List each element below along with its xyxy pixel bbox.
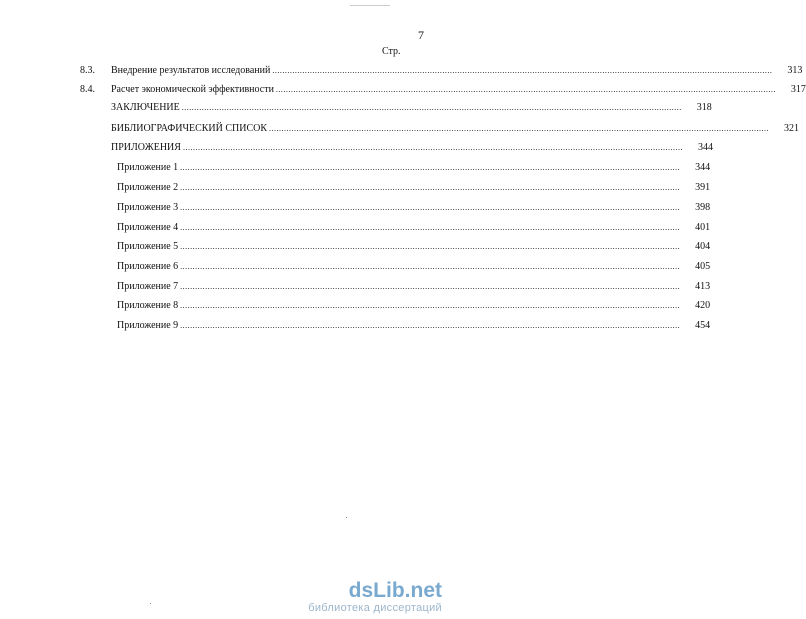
dot-leader: ........................................................................................................................................................................................................ — [181, 103, 682, 112]
toc-entry-title: Приложение 2 — [117, 182, 179, 193]
toc-entry-page: 398 — [695, 202, 711, 213]
dot-leader: ........................................................................................................................................................................................................ — [180, 301, 681, 310]
toc-entry-title: Приложение 5 — [117, 241, 179, 252]
watermark — [308, 580, 442, 614]
toc-entry-title: БИБЛИОГРАФИЧЕСКИЙ СПИСОК — [111, 123, 268, 134]
toc-entry-appendix-5[interactable] — [117, 241, 711, 255]
toc-entry-page: 321 — [784, 123, 800, 134]
toc-entry-page: 413 — [695, 281, 711, 292]
dot-leader: ........................................................................................................................................................................................................ — [180, 242, 681, 251]
toc-entry-title: Приложение 1 — [117, 162, 179, 173]
toc-entry-title: Приложение 6 — [117, 261, 179, 272]
dot-leader: ........................................................................................................................................................................................................ — [180, 282, 681, 291]
toc-entry-appendix-6[interactable] — [117, 261, 711, 275]
page-column-header: Стр. — [382, 46, 401, 57]
toc-entry-appendix-4[interactable] — [117, 222, 711, 236]
toc-entry-title: Приложение 8 — [117, 300, 179, 311]
dot-leader: ........................................................................................................................................................................................................ — [180, 163, 681, 172]
toc-entry-appendix-3[interactable] — [117, 202, 711, 216]
toc-entry-page: 318 — [696, 102, 712, 113]
toc-entry-appendix-9[interactable] — [117, 320, 711, 334]
dot-leader: ........................................................................................................................................................................................................ — [275, 85, 776, 94]
dot-leader: ........................................................................................................................................................................................................ — [180, 203, 681, 212]
toc-entry-title: Приложение 4 — [117, 222, 179, 233]
toc-entry-conclusion[interactable] — [111, 102, 712, 116]
dot-leader: ........................................................................................................................................................................................................ — [180, 262, 681, 271]
dot-leader: ........................................................................................................................................................................................................ — [180, 321, 681, 330]
toc-entry-title: Приложение 9 — [117, 320, 179, 331]
toc-entry-title: Внедрение результатов исследований — [111, 65, 271, 76]
toc-entry-appendix-7[interactable] — [117, 281, 711, 295]
dot-leader: ........................................................................................................................................................................................................ — [180, 223, 681, 232]
toc-entry-bibliography[interactable] — [111, 123, 800, 137]
dot-leader: ........................................................................................................................................................................................................ — [180, 183, 681, 192]
dot-leader: ........................................................................................................................................................................................................ — [272, 66, 773, 75]
toc-entry-title: Расчет экономической эффективности — [111, 84, 274, 95]
page-number: 7 — [418, 28, 424, 42]
toc-entry-page: 454 — [695, 320, 711, 331]
toc-entry-number: 8.4. — [80, 84, 95, 95]
toc-entry-number: 8.3. — [80, 65, 95, 76]
dot-leader: ........................................................................................................................................................................................................ — [269, 124, 770, 133]
toc-entry-title: Приложение 7 — [117, 281, 179, 292]
toc-entry-title: Приложение 3 — [117, 202, 179, 213]
toc-entry-page: 420 — [695, 300, 711, 311]
toc-entry-page: 401 — [695, 222, 711, 233]
toc-entry-page: 344 — [697, 142, 713, 153]
scan-mark — [350, 5, 390, 6]
toc-entry-8-4[interactable] — [80, 84, 806, 98]
watermark-brand: dsLib.net — [348, 579, 442, 602]
toc-entry-appendix-1[interactable] — [117, 162, 711, 176]
toc-entry-title: ЗАКЛЮЧЕНИЕ — [111, 102, 180, 113]
scan-speck — [346, 517, 347, 518]
toc-entry-page: 313 — [787, 65, 803, 76]
toc-entry-page: 344 — [695, 162, 711, 173]
toc-entry-appendices[interactable] — [111, 142, 713, 156]
watermark-subtitle: библиотека диссертаций — [308, 602, 442, 614]
dot-leader: ........................................................................................................................................................................................................ — [182, 143, 683, 152]
toc-entry-page: 404 — [695, 241, 711, 252]
toc-entry-page: 317 — [790, 84, 806, 95]
toc-entry-title: ПРИЛОЖЕНИЯ — [111, 142, 181, 153]
toc-entry-page: 391 — [695, 182, 711, 193]
toc-entry-appendix-8[interactable] — [117, 300, 711, 314]
toc-entry-8-3[interactable] — [80, 65, 803, 79]
scan-speck — [150, 603, 151, 604]
toc-entry-page: 405 — [695, 261, 711, 272]
toc-entry-appendix-2[interactable] — [117, 182, 711, 196]
